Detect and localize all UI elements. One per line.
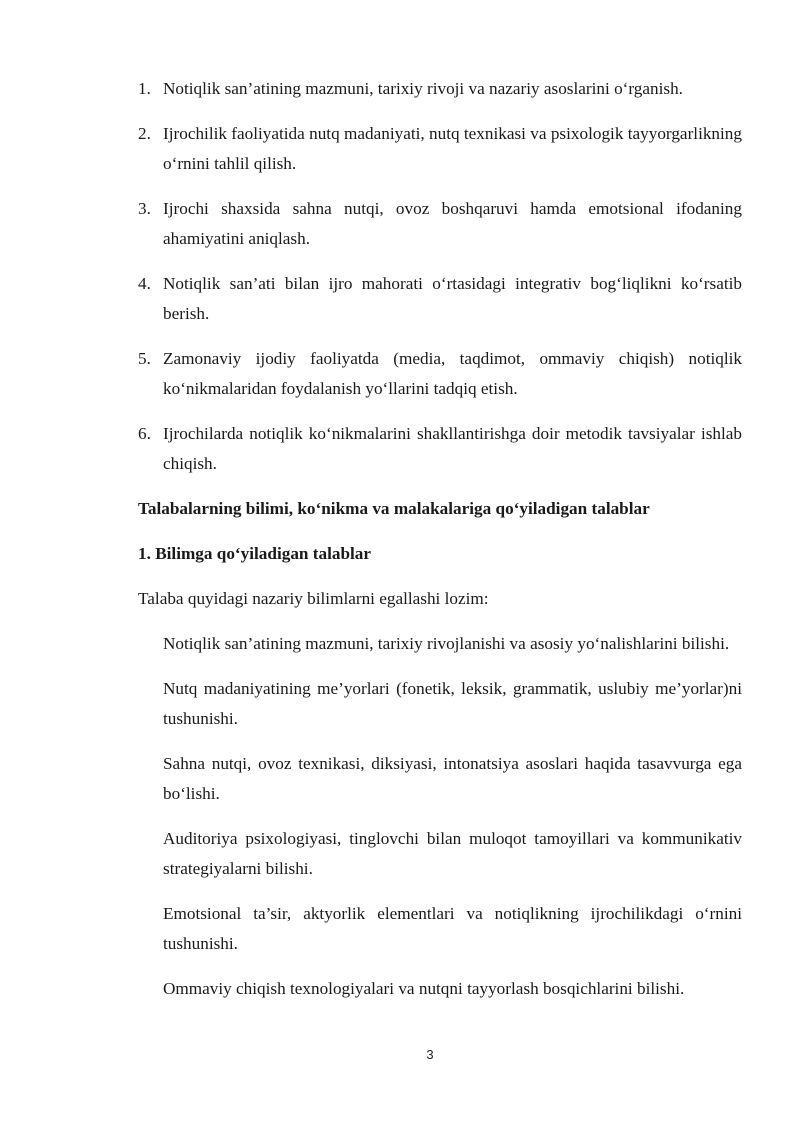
objectives-list bbox=[138, 74, 742, 479]
page-number: 3 bbox=[426, 1047, 434, 1062]
list-item-number: 5. bbox=[138, 349, 151, 368]
section-heading: Talabalarning bilimi, ko‘nikma va malakalariga qo‘yiladigan talablar bbox=[138, 499, 650, 518]
list-item-text: Ijrochi shaxsida sahna nutqi, ovoz boshqaruvi hamda emotsional ifodaning ahamiyatini aniqlash. bbox=[163, 199, 742, 248]
list-item-text: Notiqlik san’atining mazmuni, tarixiy rivoji va nazariy asoslarini o‘rganish. bbox=[163, 79, 683, 98]
list-item: Sahna nutqi, ovoz texnikasi, diksiyasi, intonatsiya asoslari haqida tasavvurga ega bo‘lishi. bbox=[163, 754, 742, 803]
list-item-text: Zamonaviy ijodiy faoliyatda (media, taqdimot, ommaviy chiqish) notiqlik ko‘nikmalaridan foydalanish yo‘llarini tadqiq etish. bbox=[163, 349, 742, 398]
page-content bbox=[138, 74, 742, 1004]
list-item bbox=[138, 419, 742, 479]
requirements-list bbox=[138, 629, 742, 1004]
subsection-heading: 1. Bilimga qo‘yiladigan talablar bbox=[138, 544, 372, 563]
list-item: Emotsional ta’sir, aktyorlik elementlari va notiqlikning ijrochilikdagi o‘rnini tushunishi. bbox=[163, 904, 742, 953]
list-item bbox=[138, 74, 742, 104]
list-item: Nutq madaniyatining me’yorlari (fonetik, leksik, grammatik, uslubiy me’yorlar)ni tushunishi. bbox=[163, 679, 742, 728]
list-item-number: 3. bbox=[138, 199, 151, 218]
intro-paragraph: Talaba quyidagi nazariy bilimlarni egallashi lozim: bbox=[138, 589, 489, 608]
list-item bbox=[138, 119, 742, 179]
list-item bbox=[138, 194, 742, 254]
list-item-text: Ijrochilik faoliyatida nutq madaniyati, nutq texnikasi va psixologik tayyorgarlikning o‘rnini tahlil qilish. bbox=[163, 124, 742, 173]
list-item: Auditoriya psixologiyasi, tinglovchi bilan muloqot tamoyillari va kommunikativ strategiyalarni bilishi. bbox=[163, 829, 742, 878]
list-item bbox=[138, 269, 742, 329]
list-item-number: 2. bbox=[138, 124, 151, 143]
list-item-text: Notiqlik san’ati bilan ijro mahorati o‘rtasidagi integrativ bog‘liqlikni ko‘rsatib berish. bbox=[163, 274, 742, 323]
list-item-text: Ijrochilarda notiqlik ko‘nikmalarini shakllantirishga doir metodik tavsiyalar ishlab chiqish. bbox=[163, 424, 742, 473]
list-item-number: 6. bbox=[138, 424, 151, 443]
list-item-number: 1. bbox=[138, 79, 151, 98]
list-item: Notiqlik san’atining mazmuni, tarixiy rivojlanishi va asosiy yo‘nalishlarini bilishi. bbox=[163, 634, 730, 653]
list-item: Ommaviy chiqish texnologiyalari va nutqni tayyorlash bosqichlarini bilishi. bbox=[163, 979, 685, 998]
list-item-number: 4. bbox=[138, 274, 151, 293]
list-item bbox=[138, 344, 742, 404]
